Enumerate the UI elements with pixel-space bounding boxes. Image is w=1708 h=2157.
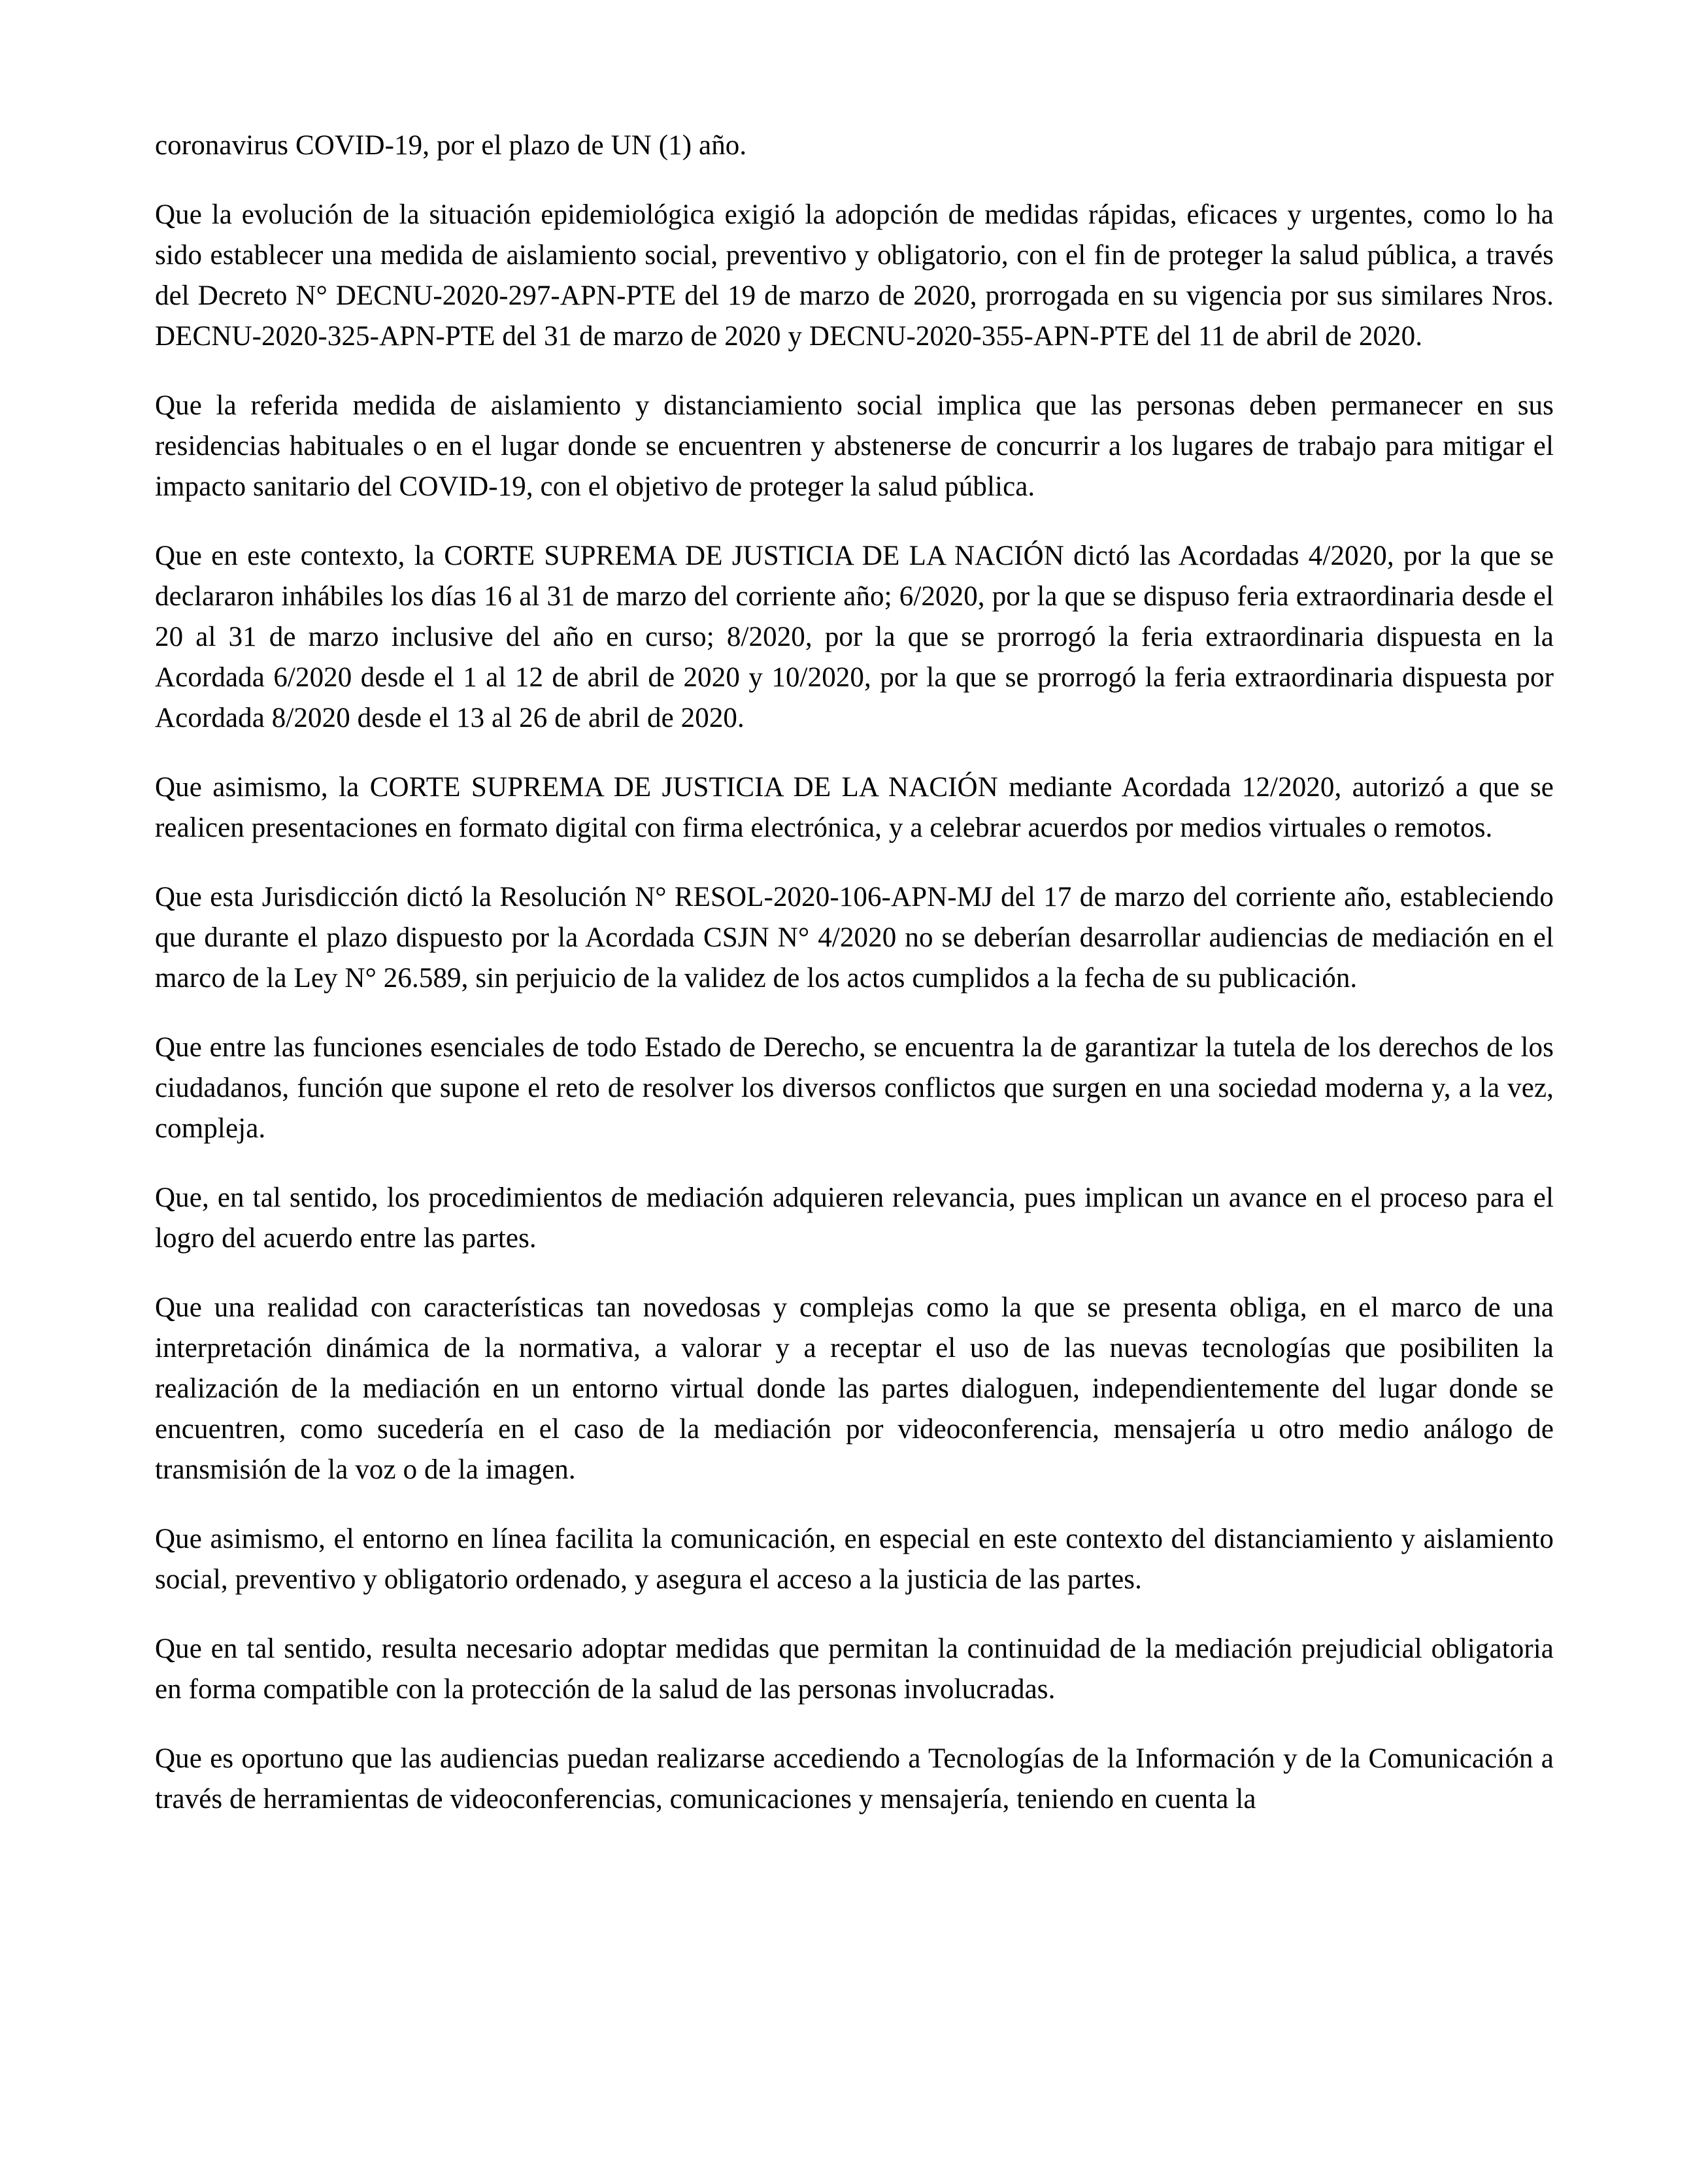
paragraph-resolucion-106-apn-mj: Que esta Jurisdicción dictó la Resolución N° RESOL-2020-106-APN-MJ del 17 de marzo del corriente año, estableciendo que durante el plazo dispuesto por la Acordada CSJN N° 4/2020 no se deberían desarrollar audiencias de mediación en el marco de la Ley N° 26.589, sin perjuicio de la validez de los actos cumplidos a la fecha de su publicación. [155, 882, 1554, 994]
paragraph-evolucion-epidemiologica: Que la evolución de la situación epidemiológica exigió la adopción de medidas rápidas, eficaces y urgentes, como lo ha sido establecer una medida de aislamiento social, preventivo y obligatorio, con el fin de proteger la salud pública, a través del Decreto N° DECNU-2020-297-APN-PTE del 19 de marzo de 2020, prorrogada en su vigencia por sus similares Nros. DECNU-2020-325-APN-PTE del 31 de marzo de 2020 y DECNU-2020-355-APN-PTE del 11 de abril de 2020. [155, 199, 1554, 352]
paragraph-entorno-en-linea: Que asimismo, el entorno en línea facilita la comunicación, en especial en este contexto del distanciamiento y aislamiento social, preventivo y obligatorio ordenado, y asegura el acceso a la justicia de las partes. [155, 1524, 1554, 1595]
paragraph-procedimientos-mediacion: Que, en tal sentido, los procedimientos de mediación adquieren relevancia, pues implican un avance en el proceso para el logro del acuerdo entre las partes. [155, 1182, 1554, 1254]
paragraph-funciones-estado-derecho: Que entre las funciones esenciales de todo Estado de Derecho, se encuentra la de garantizar la tutela de los derechos de los ciudadanos, función que supone el reto de resolver los diversos conflictos que surgen en una sociedad moderna y, a la vez, compleja. [155, 1032, 1554, 1144]
paragraph-audiencias-tecnologias: Que es oportuno que las audiencias puedan realizarse accediendo a Tecnologías de la Información y de la Comunicación a través de herramientas de videoconferencias, comunicaciones y mensajería, teniendo en cuenta la [155, 1743, 1554, 1814]
paragraph-medida-aislamiento: Que la referida medida de aislamiento y distanciamiento social implica que las personas deben permanecer en sus residencias habituales o en el lugar donde se encuentren y abstenerse de concurrir a los lugares de trabajo para mitigar el impacto sanitario del COVID-19, con el objetivo de proteger la salud pública. [155, 390, 1554, 502]
paragraph-corte-suprema-acordadas: Que en este contexto, la CORTE SUPREMA DE JUSTICIA DE LA NACIÓN dictó las Acordadas 4/2020, por la que se declararon inhábiles los días 16 al 31 de marzo del corriente año; 6/2020, por la que se dispuso feria extraordinaria desde el 20 al 31 de marzo inclusive del año en curso; 8/2020, por la que se prorrogó la feria extraordinaria dispuesta en la Acordada 6/2020 desde el 1 al 12 de abril de 2020 y 10/2020, por la que se prorrogó la feria extraordinaria dispuesta por Acordada 8/2020 desde el 13 al 26 de abril de 2020. [155, 541, 1554, 733]
paragraph-realidad-novedosa-tecnologias: Que una realidad con características tan novedosas y complejas como la que se presenta obliga, en el marco de una interpretación dinámica de la normativa, a valorar y a receptar el uso de las nuevas tecnologías que posibiliten la realización de la mediación en un entorno virtual donde las partes dialoguen, independientemente del lugar donde se encuentren, como sucedería en el caso de la mediación por videoconferencia, mensajería u otro medio análogo de transmisión de la voz o de la imagen. [155, 1292, 1554, 1485]
paragraph-coronavirus-plazo: coronavirus COVID-19, por el plazo de UN (1) año. [155, 130, 747, 161]
paragraph-continuidad-mediacion: Que en tal sentido, resulta necesario adoptar medidas que permitan la continuidad de la mediación prejudicial obligatoria en forma compatible con la protección de la salud de las personas involucradas. [155, 1633, 1554, 1705]
paragraph-acordada-12-2020: Que asimismo, la CORTE SUPREMA DE JUSTICIA DE LA NACIÓN mediante Acordada 12/2020, autorizó a que se realicen presentaciones en formato digital con firma electrónica, y a celebrar acuerdos por medios virtuales o remotos. [155, 772, 1554, 843]
